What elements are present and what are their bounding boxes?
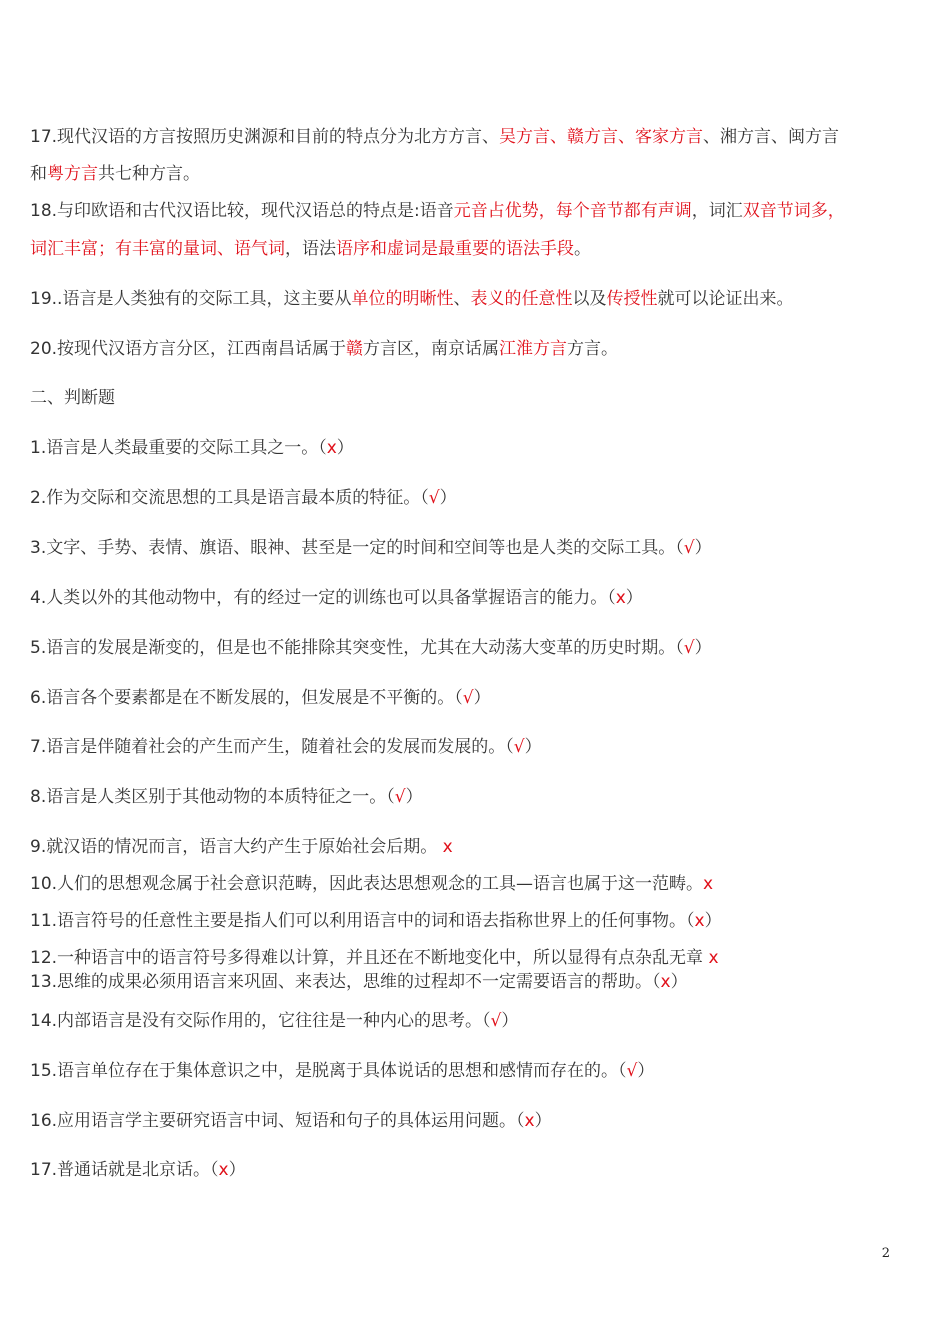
- fill-question-18-cont: 词汇丰富；有丰富的量词、语气词，语法语序和虚词是最重要的语法手段。: [30, 239, 591, 259]
- answer-mark: x: [524, 1111, 535, 1131]
- answer-mark: x: [694, 911, 705, 931]
- judge-item: 13.思维的成果必须用语言来巩固、来表达，思维的过程却不一定需要语言的帮助。（x）: [30, 972, 688, 992]
- answer-mark: x: [708, 948, 719, 968]
- answer-mark: √: [683, 638, 695, 658]
- fill-question-18: 18.与印欧语和古代汉语比较，现代汉语总的特点是:语音元音占优势，每个音节都有声调，词汇双音节词多，: [30, 201, 845, 221]
- judge-item: 7.语言是伴随着社会的产生而产生，随着社会的发展而发展的。（√）: [30, 737, 542, 757]
- judge-item: 6.语言各个要素都是在不断发展的，但发展是不平衡的。（√）: [30, 688, 491, 708]
- judge-item: 9.就汉语的情况而言，语言大约产生于原始社会后期。 x: [30, 837, 453, 857]
- judge-item: 3.文字、手势、表情、旗语、眼神、甚至是一定的时间和空间等也是人类的交际工具。（√）: [30, 538, 712, 558]
- fill-question-19: 19..语言是人类独有的交际工具，这主要从单位的明晰性、表义的任意性以及传授性就可以论证出来。: [30, 289, 794, 309]
- answer-mark: √: [513, 737, 525, 757]
- judge-item: 16.应用语言学主要研究语言中词、短语和句子的具体运用问题。（x）: [30, 1111, 552, 1131]
- judge-item: 12.一种语言中的语言符号多得难以计算，并且还在不断地变化中，所以显得有点杂乱无章 x: [30, 948, 719, 968]
- page-number: 2: [881, 1246, 890, 1261]
- answer-text: 语序和虚词是最重要的语法手段: [336, 239, 574, 259]
- answer-mark: x: [660, 972, 671, 992]
- answer-text: 赣: [346, 339, 364, 359]
- answer-mark: √: [428, 488, 440, 508]
- answer-text: 客家方言: [635, 127, 704, 147]
- judge-item: 17.普通话就是北京话。（x）: [30, 1160, 246, 1180]
- fill-question-17-cont: 和粤方言共七种方言。: [30, 164, 200, 184]
- judge-item: 14.内部语言是没有交际作用的，它往往是一种内心的思考。（√）: [30, 1011, 519, 1031]
- answer-mark: √: [462, 688, 474, 708]
- answer-mark: √: [683, 538, 695, 558]
- answer-text: 词汇丰富；有丰富的量词、语气词: [30, 239, 285, 259]
- answer-text: 双音节词多，: [742, 201, 845, 221]
- answer-mark: √: [626, 1061, 638, 1081]
- answer-mark: x: [218, 1160, 229, 1180]
- answer-mark: √: [490, 1011, 502, 1031]
- fill-question-17: 17.现代汉语的方言按照历史渊源和目前的特点分为北方方言、吴方言、赣方言、客家方言、湘方言、闽方言: [30, 127, 840, 147]
- answer-text: 粤方言: [47, 164, 98, 184]
- judge-item: 8.语言是人类区别于其他动物的本质特征之一。（√）: [30, 787, 423, 807]
- judge-item: 4.人类以外的其他动物中，有的经过一定的训练也可以具备掌握语言的能力。（x）: [30, 588, 643, 608]
- answer-mark: x: [615, 588, 626, 608]
- judge-item: 10.人们的思想观念属于社会意识范畴，因此表达思想观念的工具—语言也属于这一范畴。x: [30, 874, 714, 894]
- answer-text: 表义的任意性: [470, 289, 573, 309]
- judge-item: 2.作为交际和交流思想的工具是语言最本质的特征。（√）: [30, 488, 457, 508]
- answer-text: 单位的明晰性: [351, 289, 454, 309]
- answer-mark: √: [394, 787, 406, 807]
- answer-text: 江淮方言: [499, 339, 568, 359]
- answer-text: 吴方言: [499, 127, 551, 147]
- judge-item: 5.语言的发展是渐变的，但是也不能排除其突变性，尤其在大动荡大变革的历史时期。（√）: [30, 638, 712, 658]
- answer-text: 传授性: [606, 289, 658, 309]
- judge-item: 15.语言单位存在于集体意识之中，是脱离于具体说话的思想和感情而存在的。（√）: [30, 1061, 655, 1081]
- judge-item: 11.语言符号的任意性主要是指人们可以利用语言中的词和语去指称世界上的任何事物。（x）: [30, 911, 722, 931]
- answer-text: 赣方言: [567, 127, 619, 147]
- answer-mark: x: [703, 874, 714, 894]
- answer-mark: x: [442, 837, 453, 857]
- answer-text: 元音占优势，每个音节都有声调: [453, 201, 692, 221]
- judge-item: 1.语言是人类最重要的交际工具之一。（x）: [30, 438, 354, 458]
- answer-mark: x: [326, 438, 337, 458]
- fill-question-20: 20.按现代汉语方言分区，江西南昌话属于赣方言区，南京话属江淮方言方言。: [30, 339, 619, 359]
- section-title: 二、判断题: [30, 388, 115, 408]
